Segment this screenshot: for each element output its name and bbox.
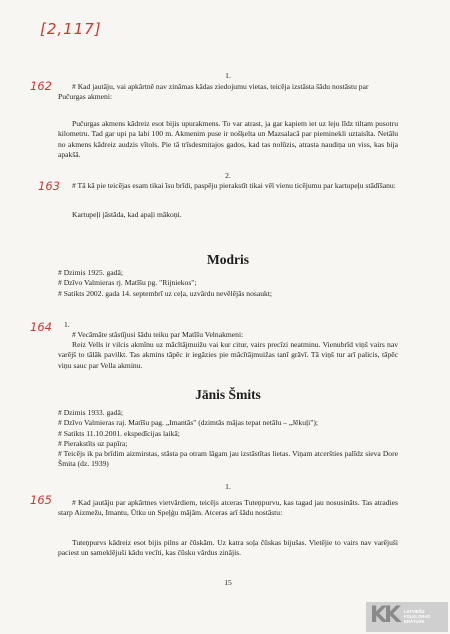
margin-number: 164: [30, 320, 52, 334]
entry-text: [58, 538, 398, 559]
meta-line: # Satikts 11.10.2001. ekspedīcijas laikā;: [58, 428, 180, 438]
meta-line: # Dzimis 1925. gadā;: [58, 268, 123, 277]
meta-line: # Teicējs ik pa brīdim aizmirstas, stāsta pa otram lāgam jau izstāstītas lietas. Viņam atceršties palīdz sieva Dore Šmita (dz. 1939): [58, 449, 398, 469]
margin-number: 162: [30, 79, 52, 93]
story-text: Kartupeļi jāstāda, kad apaļi mākoņi.: [72, 210, 182, 219]
intro-text: # Kad jautāju, vai apkārtnē nav zināmas kādas ziedojumu vietas, teicēja izstāsta šādu nostāstu par Pučurgas akmeni:: [58, 82, 369, 102]
entry-intro: [58, 330, 398, 340]
margin-number: 165: [30, 493, 52, 507]
entry-text: [58, 119, 398, 160]
meta-line: # Satikts 2002. gada 14. septembrī uz ceļa, uzvārdu nevēlējās nosaukt;: [58, 288, 273, 298]
narrator-heading: Jānis Šmits: [195, 387, 261, 402]
logo-line: KRĀTUVE: [404, 619, 425, 624]
intro-text: # Kad jautāju par apkārtnes vietvārdiem, teicējs atceras Tuteņpurvu, kas tagad jau nosusināts. Tas atradies starp Aizmežu, Imantu, Ūtku un Speļģu mājām. Atceras arī šādu nostāstu:: [58, 498, 398, 518]
logo-line: FOLKLORAS: [404, 614, 431, 619]
entry-text: [58, 340, 398, 371]
entry-intro: [58, 181, 398, 191]
section-number: 1.: [64, 320, 70, 329]
entry-intro: [58, 498, 398, 519]
narrator-heading: Modris: [207, 252, 249, 267]
logo-mark: KK: [370, 603, 399, 628]
logo-line: LATVIEŠU: [404, 609, 425, 614]
story-text: Tuteņpurvs kādreiz esot bijis pilns ar čūskām. Uz katra soļa čūskas bijušas. Vietējie to vairs nav varējuši paciest un sameklējuši kādu vecīti, kas čūsku vārdus zinājis.: [58, 538, 398, 558]
section-number: 1.: [225, 482, 231, 491]
meta-line: # Dzimis 1933. gadā;: [58, 408, 123, 417]
meta-line: # Dzīvo Valmieras rj. Matīšu pg. "Rijniekos";: [58, 278, 197, 288]
story-text: Pučurgas akmens kādreiz esot bijis upurakmens. To var atrast, ja gar kapiem iet uz leju līdz tiltam pusotru kilometru. Tad gar upi pa labi 100 m. Akmenim puse ir nošķelta un Mazsalacā par pieminekli uztaisīta. Netālu no akmens kādreiz audzis vītols. Pie tā trīsdesmitajos gados, kad tas nolūzis, atrasta naudiņa un viss, kas bija apakšā.: [58, 119, 398, 159]
logo-text: [404, 609, 430, 624]
section-number: 1.: [225, 71, 231, 80]
story-text: Reiz Vells ir vilcis akmīnu uz mācītājmuižu vai kur citur, vairs precīzi neatminu. Vienubrīd viņš vairs nav varējš to tālāk pavilkt. Tas akmins tāpēc ir iegāzies pie mācītājmuižas tanī grāvī. Tā viņš tur arī palicis, tāpēc viņu sauc par Vella akminu.: [58, 340, 398, 370]
intro-text: # Tā kā pie teicējas esam tikai īsu brīdi, paspēju pierakstīt tikai vēl vienu ticējumu par kartupeļu stādīšanu:: [72, 181, 396, 190]
page-number: 15: [224, 578, 232, 587]
section-number: 2.: [225, 171, 231, 180]
margin-number: 163: [38, 179, 60, 193]
intro-text: # Vecāmāte stāstījusi šādu teiku par Matīšu Velnakmeni:: [72, 330, 244, 339]
archive-logo: [366, 602, 448, 632]
narrator-meta: [58, 268, 398, 299]
entry-text: [58, 210, 398, 220]
meta-line: # Pierakstīts uz papīra;: [58, 438, 128, 448]
meta-line: # Dzīvo Valmieras raj. Matīšu pag. „Imantās" (dzimtās mājas tepat netālu – „Jēkuļi");: [58, 418, 318, 428]
entry-intro: [58, 82, 398, 103]
archive-reference: [2,117]: [40, 20, 102, 38]
narrator-meta: [58, 408, 398, 470]
